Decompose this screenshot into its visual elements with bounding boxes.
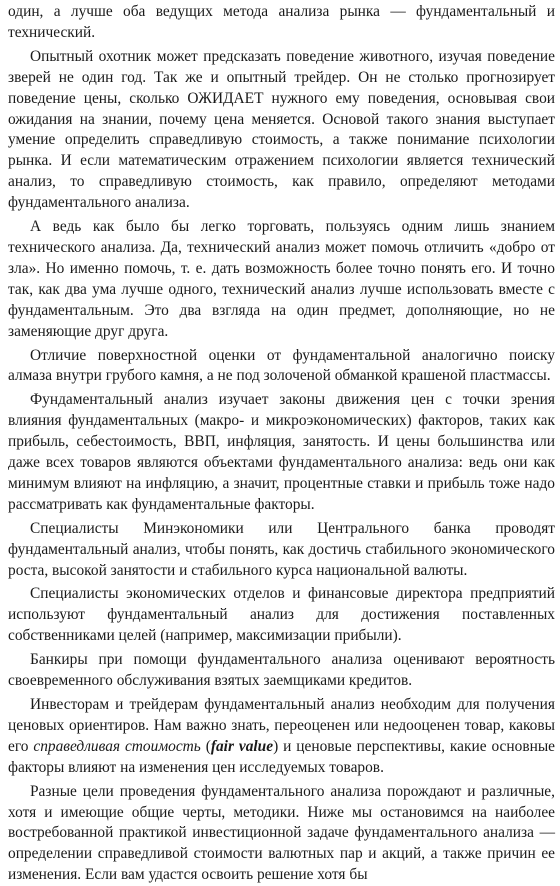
paragraph-ministry-specialists: Специалисты Минэкономики или Центрального банка проводят фундаментальный анализ, чтобы понять, как достичь стабильного экономического роста, высокой занятости и стабильного курса национальной валюты. — [8, 519, 555, 579]
investors-text-pre: Инвесторам и трейдерам фундаментальный анализ необходим для получения ценовых ориентиров. Нам важно знать, переоценен или недооценен товар, каковы его — [8, 696, 555, 755]
fair-value-english-term: fair value — [210, 737, 274, 755]
paragraph-continuation: один, а лучше оба ведущих метода анализа рынка — фундаментальный и технический. — [8, 3, 555, 41]
investors-text-post: ) и ценовые перспективы, какие основные факторы влияют на изменения цен исследуемых товаров. — [8, 737, 555, 776]
fair-value-russian-term: справедливая стоимость — [33, 737, 201, 755]
investors-text-mid: ( — [200, 737, 211, 755]
paragraph-financial-directors: Специалисты экономических отделов и финансовые директора предприятий используют фундаментальный анализ для достижения поставленных собственниками целей (например, максимизации прибыли). — [8, 585, 555, 645]
paragraph-technical-analysis: А ведь как было бы легко торговать, пользуясь одним лишь знанием технического анализа. Да, технический анализ может помочь отличить «добро от зла». Но именно помочь, т. е. дать возможность более точно понять его. И точно так, как два ума лучше одного, технический анализ лучше использовать вместе с фундаментальным. Это два взгляда на один предмет, дополняющие, но не заменяющие друг друга. — [8, 218, 555, 340]
paragraph-fundamental-definition: Фундаментальный анализ изучает законы движения цен с точки зрения влияния фундаментальных (макро- и микроэкономических) факторов, таких как прибыль, себестоимость, ВВП, инфляция, занятость. И цены большинства или даже всех товаров являются объектами фундаментального анализа: ведь они как минимум влияют на инфляцию, а значит, процентные ставки и прибыль тоже надо рассматривать как фундаментальные факторы. — [8, 391, 555, 513]
paragraph-diamond-analogy: Отличие поверхностной оценки от фундаментальной аналогично поиску алмаза внутри грубого камня, а не под золоченой обманкой крашеной пластмассы. — [8, 346, 555, 385]
paragraph-hunter-analogy: Опытный охотник может предсказать поведение животного, изучая поведение зверей не один год. Так же и опытный трейдер. Он не столько прогнозирует поведение цены, сколько ОЖИДАЕТ нужного ему поведения, основывая свои ожидания на знании, почему цена меняется. Основой такого знания выступает умение определить справедливую стоимость, а также понимание психологии рынка. И если математическим отражением психологии является технический анализ, то справедливую стоимость, как правило, определяют методами фундаментального анализа. — [8, 47, 555, 212]
paragraph-methods: Разные цели проведения фундаментального анализа порождают и различные, хотя и имеющие общие черты, методики. Ниже мы остановимся на наиболее востребованной практикой инвестиционной задаче фундаментального анализа — определении справедливой стоимости валютных пар и акций, а также причин ее изменения. Если вам удастся освоить решение хотя бы — [8, 782, 555, 884]
paragraph-investors — [8, 695, 555, 779]
paragraph-bankers: Банкиры при помощи фундаментального анализа оценивают вероятность своевременного обслуживания взятых заемщиками кредитов. — [8, 651, 555, 690]
